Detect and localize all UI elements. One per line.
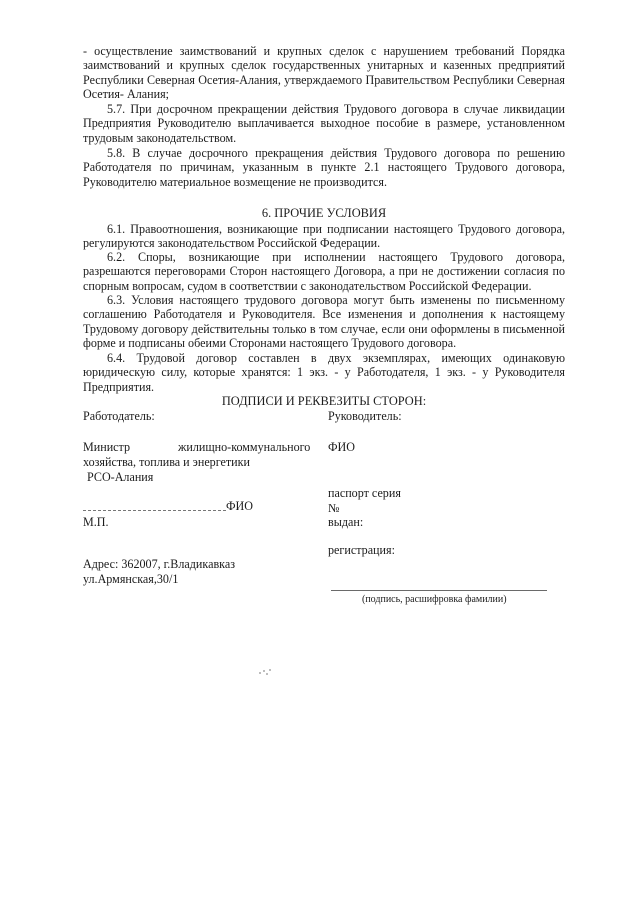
clause-6-3: 6.3. Условия настоящего трудового договора могут быть изменены по письменному соглашению Работодателя и Руководителя. Все изменения и дополнения к настоящему Трудовому договору действительны только в том случае, если они оформлены в письменной форме и подписаны обеими Сторонами настоящего Трудового договора.: [83, 293, 565, 350]
clause-6-1: 6.1. Правоотношения, возникающие при подписании настоящего Трудового договора, регулируются законодательством Российской Федерации.: [83, 222, 565, 251]
passport-series: паспорт серия: [328, 486, 401, 500]
clause-5-6-continuation: - осуществление заимствований и крупных сделок с нарушением требований Порядка заимствований и крупных сделок государственных унитарных и казенных предприятий Республики Северная Осетия-Алания, утверждаемого Правительством Республики Северная Осетия- Алания;: [83, 44, 565, 101]
employer-position-line3: РСО-Алания: [87, 470, 154, 484]
signature-caption: (подпись, расшифровка фамилии): [362, 594, 507, 605]
registration: регистрация:: [328, 543, 395, 557]
employer-position-word: Министр: [83, 440, 131, 454]
scan-blemish: [258, 668, 272, 676]
employer-address-line1: Адрес: 362007, г.Владикавказ: [83, 557, 236, 571]
employer-signature-line: [83, 510, 226, 511]
stamp-place: М.П.: [83, 515, 109, 529]
section-6-heading: 6. ПРОЧИЕ УСЛОВИЯ: [261, 206, 387, 220]
clause-6-4: 6.4. Трудовой договор составлен в двух экземплярах, имеющих одинаковую юридическую силу, которые хранятся: 1 экз. - у Работодателя, 1 экз. - у Руководителя Предприятия.: [83, 351, 565, 394]
passport-issued: выдан:: [328, 515, 364, 529]
employer-address-line2: ул.Армянская,30/1: [83, 572, 179, 586]
employer-label: Работодатель:: [83, 409, 155, 423]
employer-position-line2: хозяйства, топлива и энергетики: [83, 455, 251, 469]
employer-fio: ФИО: [226, 499, 254, 513]
employer-position-ministry: жилищно-коммунального: [178, 440, 311, 454]
passport-number: №: [328, 501, 340, 515]
clause-5-7: 5.7. При досрочном прекращении действия Трудового договора в случае ликвидации Предприятия Руководителю выплачивается выходное пособие в размере, установленном трудовым законодательством.: [83, 102, 565, 145]
director-signature-line: [331, 590, 547, 591]
director-label: Руководитель:: [328, 409, 402, 423]
signatures-heading: ПОДПИСИ И РЕКВЕЗИТЫ СТОРОН:: [221, 394, 427, 408]
clause-6-2: 6.2. Споры, возникающие при исполнении настоящего Трудового договора, разрешаются переговорами Сторон настоящего Договора, а при не достижении согласия по спорным вопросам, судом в соответствии с законодательством Российской Федерации.: [83, 250, 565, 293]
director-fio: ФИО: [328, 440, 356, 454]
clause-5-8: 5.8. В случае досрочного прекращения действия Трудового договора по решению Работодателя по причинам, указанным в пункте 2.1 настоящего Трудового договора, Руководителю материальное возмещение не производится.: [83, 146, 565, 189]
